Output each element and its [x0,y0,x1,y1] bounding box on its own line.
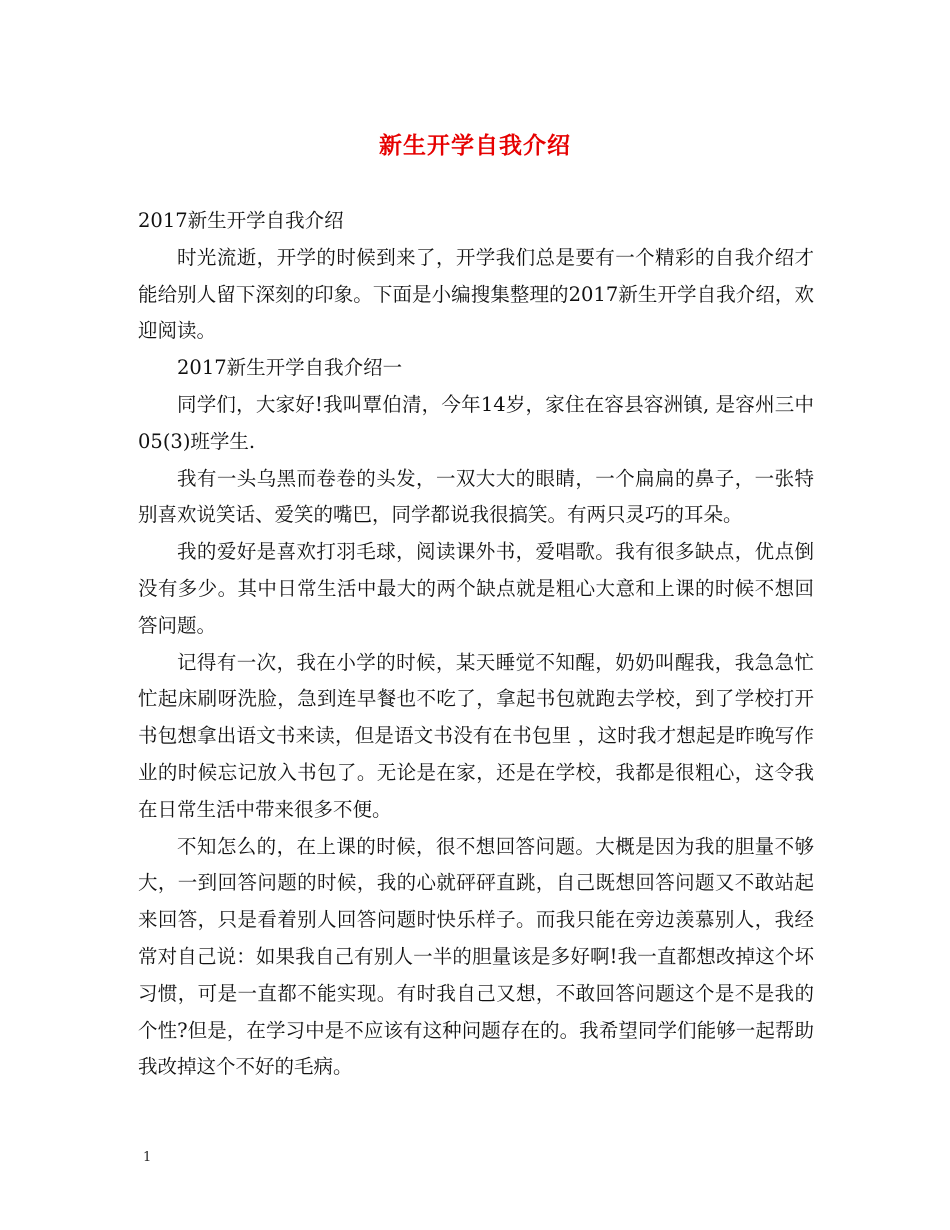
paragraph-appearance: 我有一头乌黑而卷卷的头发，一双大大的眼睛，一个扁扁的鼻子，一张特别喜欢说笑话、爱笑的嘴巴，同学都说我很搞笑。有两只灵巧的耳朵。 [138,466,814,527]
document-body [138,203,814,1086]
document-title: 新生开学自我介绍 [379,132,571,159]
page-number: 1 [143,1150,152,1165]
paragraph-story: 记得有一次，我在小学的时候，某天睡觉不知醒，奶奶叫醒我，我急急忙忙起床刷呀洗脸，急到连早餐也不吃了，拿起书包就跑去学校，到了学校打开书包想拿出语文书来读，但是语文书没有在书包里 ，这时我才想起是昨晚写作业的时候忘记放入书包了。无论是在家，还是在学校，我都是很粗心，这令我在日常生活中带来很多不便。 [138,650,814,821]
paragraph-intro: 时光流逝，开学的时候到来了，开学我们总是要有一个精彩的自我介绍才能给别人留下深刻的印象。下面是小编搜集整理的2017新生开学自我介绍，欢迎阅读。 [138,245,814,343]
paragraph-shyness: 不知怎么的，在上课的时候，很不想回答问题。大概是因为我的胆量不够大，一到回答问题的时候，我的心就砰砰直跳，自己既想回答问题又不敢站起来回答，只是看着别人回答问题时快乐样子。而我只能在旁边羡慕别人，我经常对自己说：如果我自己有别人一半的胆量该是多好啊!我一直都想改掉这个坏习惯，可是一直都不能实现。有时我自己又想，不敢回答问题这个是不是我的个性?但是，在学习中是不应该有这种问题存在的。我希望同学们能够一起帮助我改掉这个不好的毛病。 [138,834,814,1079]
document-subtitle: 2017新生开学自我介绍 [138,209,344,232]
paragraph-hobbies: 我的爱好是喜欢打羽毛球，阅读课外书，爱唱歌。我有很多缺点，优点倒没有多少。其中日常生活中最大的两个缺点就是粗心大意和上课的时候不想回答问题。 [138,540,814,637]
paragraph-greeting: 同学们，大家好!我叫覃伯清，今年14岁，家住在容县容洲镇, 是容州三中05(3)班学生. [138,392,814,453]
section-heading: 2017新生开学自我介绍一 [177,356,403,380]
